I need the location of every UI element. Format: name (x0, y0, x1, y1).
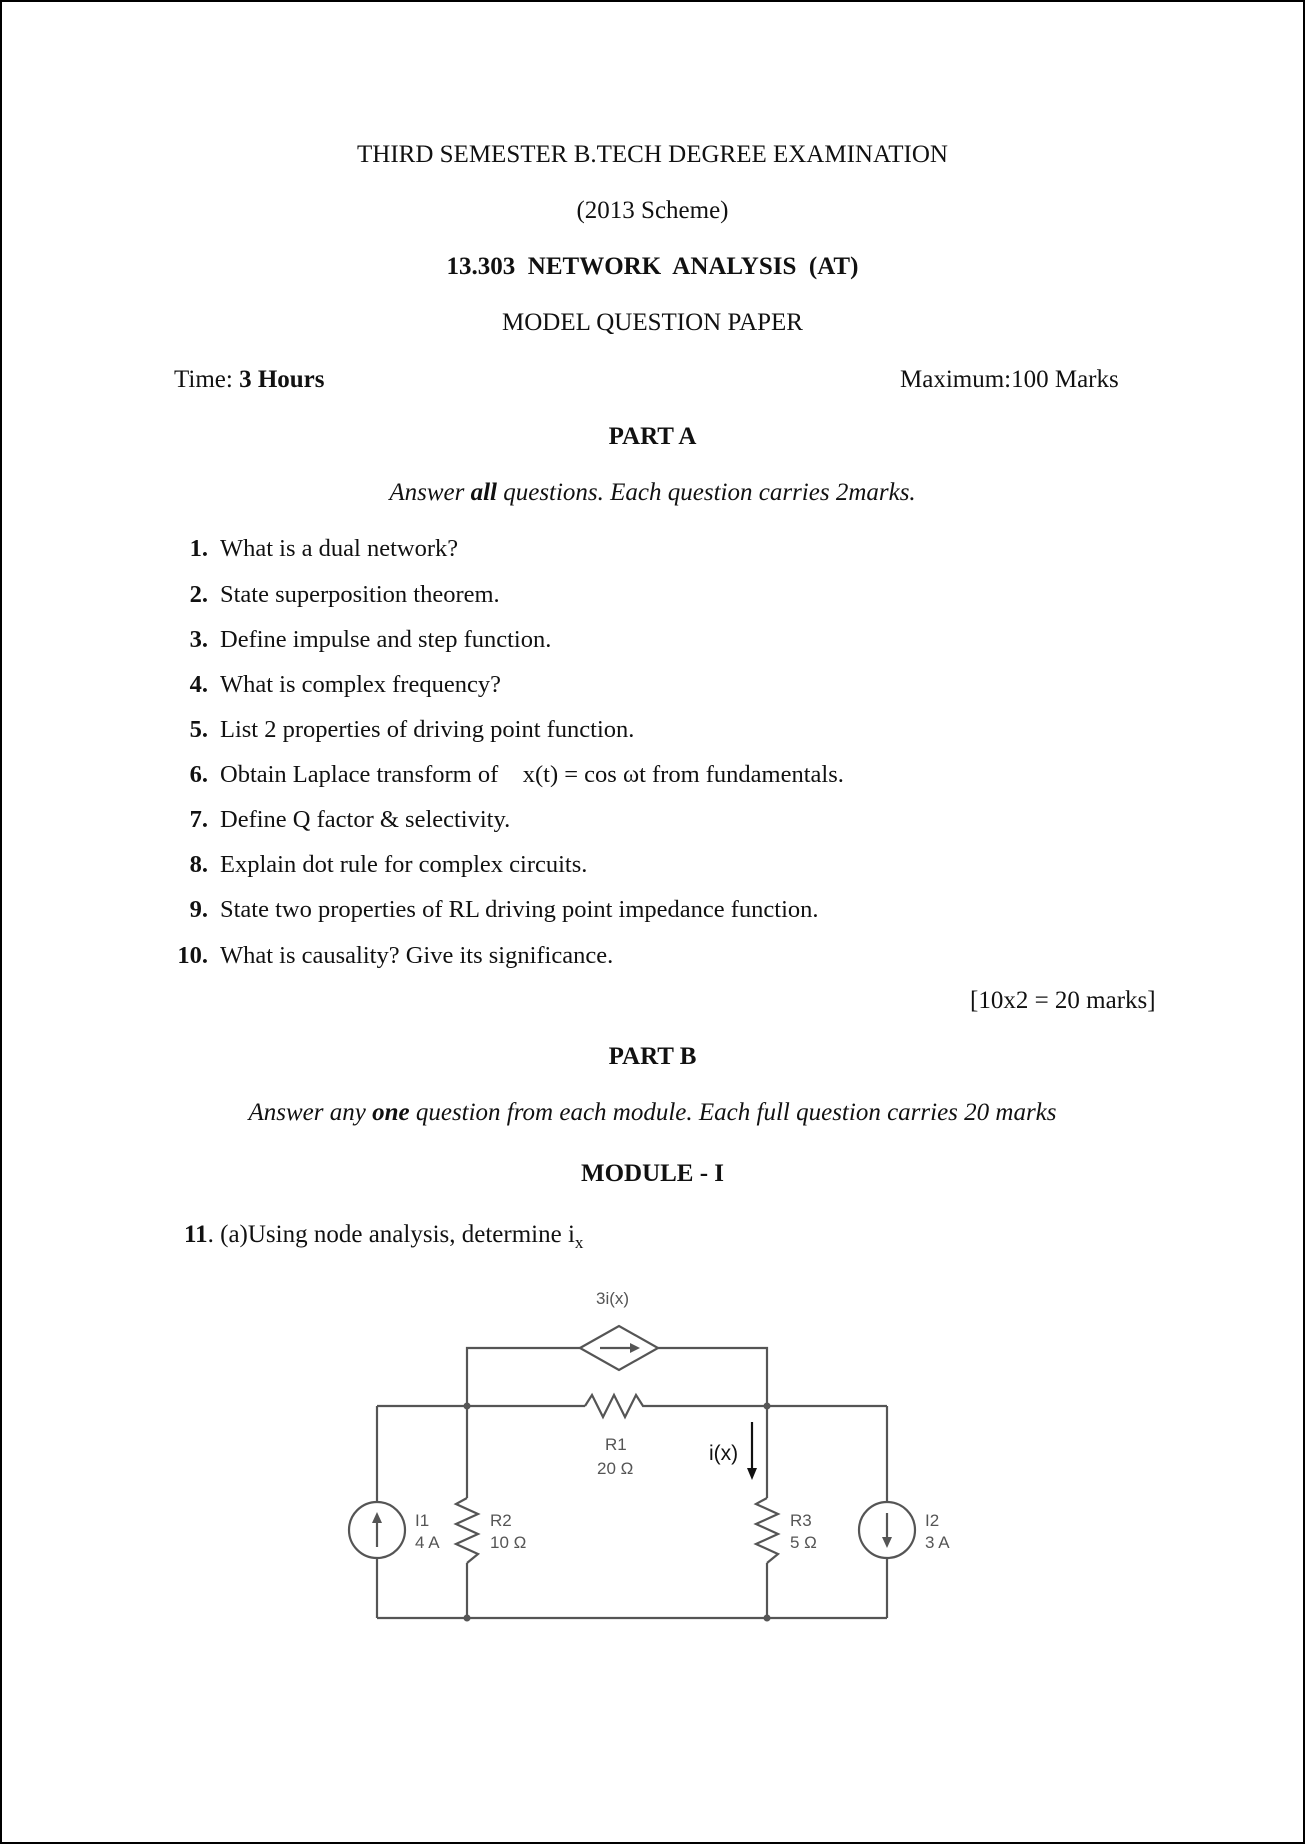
max-marks: Maximum:100 Marks (900, 366, 1119, 393)
question-number: 7. (189, 806, 208, 833)
i1-value: 4 A (415, 1533, 440, 1552)
part-b-instr-pre: Answer any (248, 1099, 373, 1126)
part-a-heading: PART A (608, 423, 697, 450)
r1-value: 20 Ω (597, 1459, 634, 1478)
question-number: 5. (189, 716, 208, 743)
r2-name: R2 (490, 1511, 512, 1530)
wire (467, 1348, 580, 1406)
module-heading: MODULE - I (580, 1160, 725, 1187)
arrowhead (882, 1537, 892, 1548)
question-number: 8. (189, 851, 208, 878)
r2-value: 10 Ω (490, 1533, 527, 1552)
question-number: 9. (189, 896, 208, 923)
question-text: What is complex frequency? (220, 671, 501, 698)
question-11-subscript: x (574, 1233, 584, 1252)
question-number: 3. (189, 626, 208, 653)
junction-dot (764, 1615, 771, 1622)
arrowhead (630, 1343, 640, 1353)
question-text: What is causality? Give its significance. (220, 942, 614, 969)
question-text: Obtain Laplace transform of x(t) = cos ωt from fundamentals. (220, 761, 844, 788)
junction-dot (464, 1615, 471, 1622)
arrowhead (372, 1512, 382, 1523)
resistor-r1 (585, 1395, 648, 1417)
resistor-r3 (756, 1498, 778, 1563)
dependent-source-label: 3i(x) (596, 1289, 630, 1308)
part-b-heading: PART B (608, 1043, 697, 1070)
question-text: What is a dual network? (220, 535, 459, 562)
question-text: Define Q factor & selectivity. (220, 806, 511, 833)
part-a-instr-pre: Answer (389, 479, 471, 506)
time-value: 3 Hours (239, 366, 325, 393)
question-text: List 2 properties of driving point function. (220, 716, 635, 743)
part-b-instr-bold: one (372, 1099, 410, 1126)
i2-name: I2 (925, 1511, 940, 1530)
question-number: 1. (189, 535, 208, 562)
junction-dot (764, 1403, 771, 1410)
question-text: State two properties of RL driving point impedance function. (220, 896, 819, 923)
wire (658, 1348, 767, 1406)
part-b-instr-post: question from each module. Each full question carries 20 marks (409, 1099, 1057, 1126)
question-text: Define impulse and step function. (220, 626, 552, 653)
part-a-instr-post: questions. Each question carries 2marks. (496, 479, 916, 506)
paper-type: MODEL QUESTION PAPER (502, 309, 803, 336)
time-label: Time: (174, 366, 240, 393)
i2-value: 3 A (925, 1533, 950, 1552)
question-text: Explain dot rule for complex circuits. (220, 851, 588, 878)
question-11-number: 11 (184, 1221, 208, 1248)
question-11-text: . (a)Using node analysis, determine i (207, 1221, 575, 1248)
scheme: (2013 Scheme) (576, 197, 729, 224)
question-text: State superposition theorem. (220, 581, 500, 608)
question-number: 2. (189, 581, 208, 608)
question-number: 4. (189, 671, 208, 698)
resistor-r2 (456, 1498, 478, 1563)
arrowhead (747, 1468, 757, 1480)
junction-dot (464, 1403, 471, 1410)
r1-name: R1 (605, 1435, 627, 1454)
part-a-marks: [10x2 = 20 marks] (970, 987, 1156, 1014)
r3-value: 5 Ω (790, 1533, 817, 1552)
question-number: 6. (189, 761, 208, 788)
r3-name: R3 (790, 1511, 812, 1530)
part-a-instr-bold: all (470, 479, 497, 506)
current-label: i(x) (709, 1442, 739, 1465)
question-number: 10. (177, 942, 208, 969)
course-title: 13.303 NETWORK ANALYSIS (AT) (446, 253, 859, 280)
i1-name: I1 (415, 1511, 430, 1530)
exam-title: THIRD SEMESTER B.TECH DEGREE EXAMINATION (357, 141, 948, 168)
